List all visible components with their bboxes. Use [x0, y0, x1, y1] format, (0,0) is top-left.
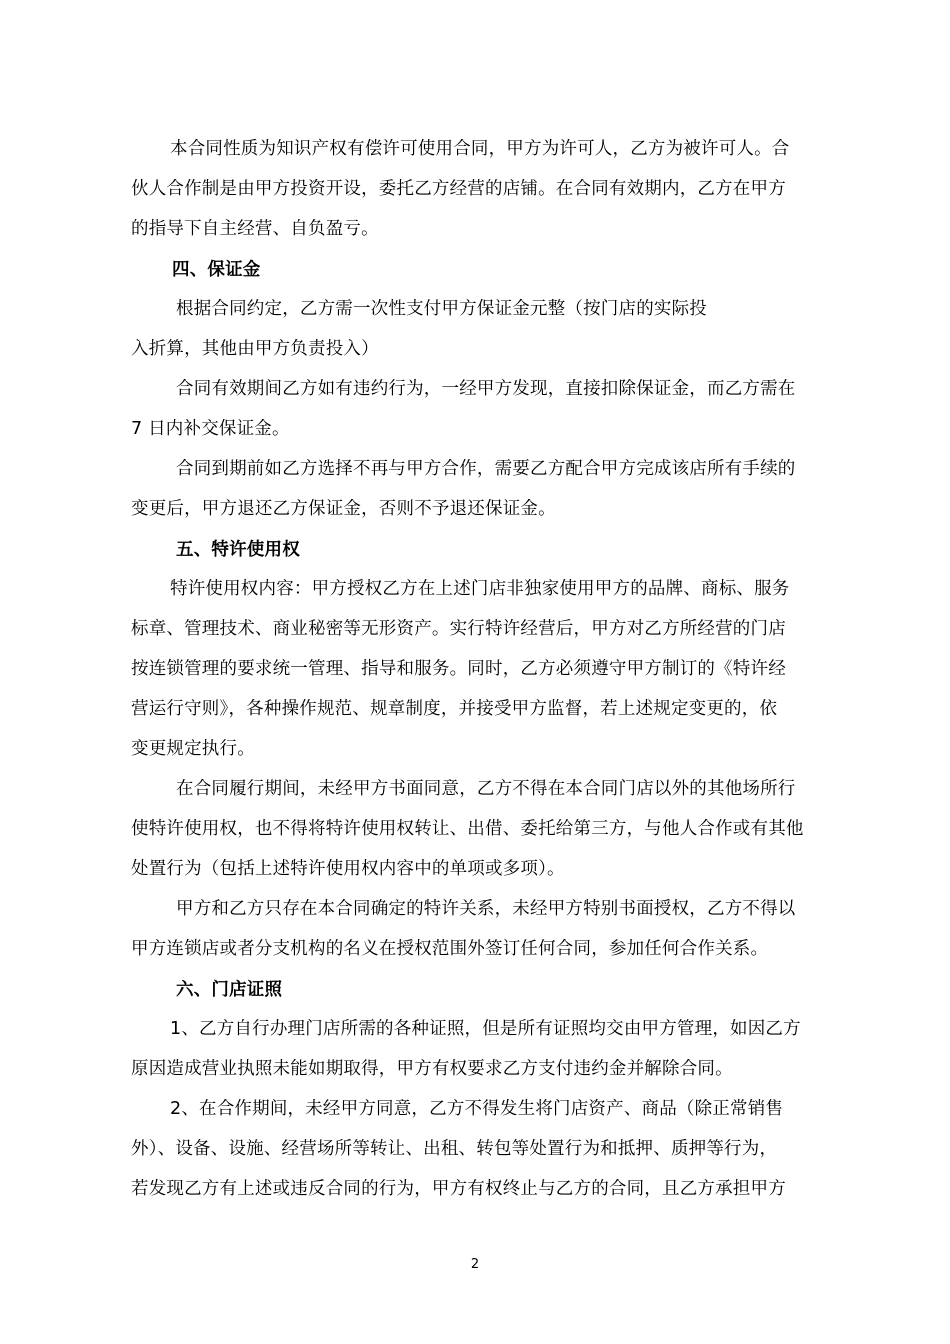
paragraph-line: 变更后，甲方退还乙方保证金，否则不予退还保证金。	[131, 499, 556, 519]
paragraph-line: 甲方和乙方只存在本合同确定的特许关系，未经甲方特别书面授权，乙方不得以	[176, 899, 796, 919]
paragraph-line: 处置行为（包括上述特许使用权内容中的单项或多项）。	[131, 859, 565, 879]
section-heading-store-licenses: 六、门店证照	[176, 980, 283, 1000]
paragraph-line: 在合同履行期间，未经甲方书面同意，乙方不得在本合同门店以外的其他场所行	[176, 779, 796, 799]
paragraph-line: 若发现乙方有上述或违反合同的行为，甲方有权终止与乙方的合同，且乙方承担甲方	[131, 1179, 786, 1199]
page-number: 2	[470, 1257, 480, 1272]
paragraph-line: 的指导下自主经营、自负盈亏。	[131, 219, 379, 239]
paragraph-line: 使特许使用权，也不得将特许使用权转让、出借、委托给第三方，与他人合作或有其他	[131, 819, 804, 839]
paragraph-line: 1、乙方自行办理门店所需的各种证照，但是所有证照均交由甲方管理，如因乙方	[170, 1019, 801, 1039]
paragraph-line: 变更规定执行。	[131, 739, 255, 759]
paragraph-line: 标章、管理技术、商业秘密等无形资产。实行特许经营后，甲方对乙方所经营的门店	[131, 619, 786, 639]
paragraph-line: 营运行守则》，各种操作规范、规章制度，并接受甲方监督，若上述规定变更的，依	[131, 699, 778, 719]
section-heading-franchise-right: 五、特许使用权	[176, 540, 300, 560]
paragraph-line: 伙人合作制是由甲方投资开设，委托乙方经营的店铺。在合同有效期内，乙方在甲方	[131, 179, 786, 199]
paragraph-line: 根据合同约定，乙方需一次性支付甲方保证金元整（按门店的实际投	[176, 299, 707, 319]
paragraph-line: 按连锁管理的要求统一管理、指导和服务。同时，乙方必须遵守甲方制订的《特许经	[131, 659, 786, 679]
paragraph-line: 外）、设备、设施、经营场所等转让、出租、转包等处置行为和抵押、质押等行为，	[131, 1139, 778, 1159]
paragraph-line: 合同到期前如乙方选择不再与甲方合作，需要乙方配合甲方完成该店所有手续的	[176, 459, 796, 479]
paragraph-line: 甲方连锁店或者分支机构的名义在授权范围外签订任何合同，参加任何合作关系。	[131, 939, 769, 959]
section-heading-deposit: 四、保证金	[172, 260, 261, 280]
paragraph-line: 原因造成营业执照未能如期取得，甲方有权要求乙方支付违约金并解除合同。	[131, 1059, 733, 1079]
paragraph-line: 入折算，其他由甲方负责投入）	[131, 339, 379, 359]
paragraph-line: 7 日内补交保证金。	[131, 419, 290, 439]
paragraph-line: 合同有效期间乙方如有违约行为，一经甲方发现，直接扣除保证金，而乙方需在	[176, 379, 796, 399]
paragraph-line: 本合同性质为知识产权有偿许可使用合同，甲方为许可人，乙方为被许可人。合	[170, 139, 790, 159]
paragraph-line: 特许使用权内容：甲方授权乙方在上述门店非独家使用甲方的品牌、商标、服务	[170, 579, 790, 599]
paragraph-line: 2、在合作期间，未经甲方同意，乙方不得发生将门店资产、商品（除正常销售	[170, 1099, 784, 1119]
